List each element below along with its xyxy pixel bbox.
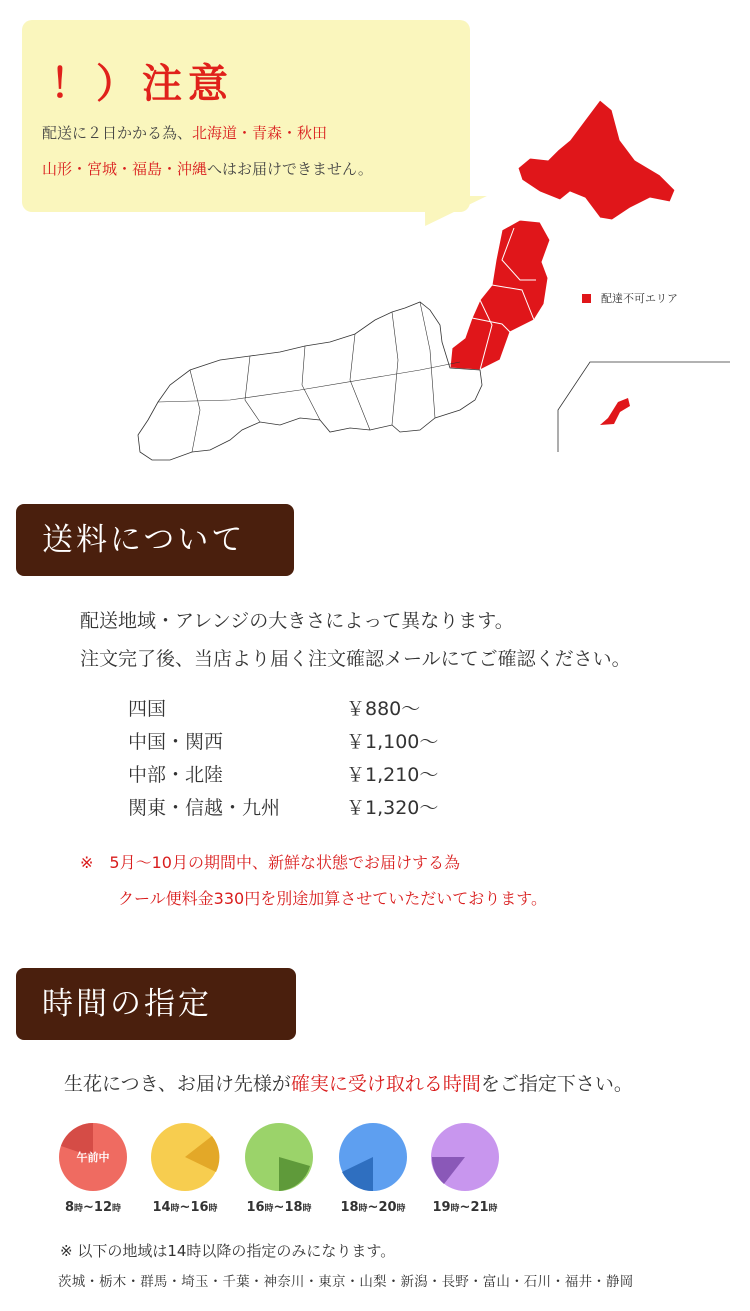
clock-icon: [244, 1122, 314, 1192]
shipping-intro-1: 配送地域・アレンジの大きさによって異なります。: [80, 610, 514, 632]
map-okinawa-inset-frame: [558, 362, 730, 452]
notice-line-2: 山形・宮城・福島・沖縄へはお届けできません。: [42, 160, 373, 178]
japan-delivery-map: [130, 80, 730, 470]
time-restriction-areas: 茨城・栃木・群馬・埼玉・千葉・神奈川・東京・山梨・新潟・長野・富山・石川・福井・静岡: [58, 1274, 634, 1290]
clock-icon: [430, 1122, 500, 1192]
clock-inner-label: 午前中: [76, 1151, 110, 1164]
map-legend: 配達不可エリア: [582, 290, 678, 306]
price-row-chugoku-kansai: 中国・関西 ￥1,100〜: [128, 731, 439, 753]
clock-icon: [338, 1122, 408, 1192]
cool-delivery-note-2: クール便料金330円を別途加算させていただいております。: [118, 889, 547, 908]
price-row-kanto-shinetsu-kyushu: 関東・信越・九州 ￥1,320〜: [128, 797, 439, 819]
notice-title: ！）注意: [50, 60, 234, 107]
time-slot-label-3: 16時~18時: [246, 1200, 312, 1215]
map-hokkaido: [518, 100, 675, 220]
time-slot-19-21[interactable]: [430, 1122, 500, 1192]
price-row-shikoku: 四国 ￥880〜: [128, 698, 421, 720]
time-slot-label-4: 18時~20時: [340, 1200, 406, 1215]
time-slot-label-1: 8時~12時: [64, 1200, 122, 1215]
map-mainland: [138, 302, 482, 460]
notice-line-1: 配送に２日かかる為、北海道・青森・秋田: [42, 124, 328, 142]
shipping-heading: 送料について: [16, 504, 294, 576]
shipping-intro-2: 注文完了後、当店より届く注文確認メールにてご確認ください。: [80, 648, 631, 670]
map-tohoku: [450, 220, 550, 370]
time-slot-16-18[interactable]: [244, 1122, 314, 1192]
time-slot-14-16[interactable]: [150, 1122, 220, 1192]
map-okinawa: [600, 398, 630, 425]
time-slot-morning[interactable]: [58, 1122, 128, 1192]
time-slot-label-2: 14時~16時: [152, 1200, 218, 1215]
time-slot-label-5: 19時~21時: [432, 1200, 498, 1215]
timing-heading: 時間の指定: [16, 968, 296, 1040]
time-restriction-note: ※ 以下の地域は14時以降の指定のみになります。: [60, 1242, 396, 1260]
clock-icon: [58, 1122, 128, 1192]
clock-icon: [150, 1122, 220, 1192]
time-slot-18-20[interactable]: [338, 1122, 408, 1192]
timing-intro: 生花につき、お届け先様が確実に受け取れる時間をご指定下さい。: [64, 1073, 633, 1095]
price-row-chubu-hokuriku: 中部・北陸 ￥1,210〜: [128, 764, 439, 786]
cool-delivery-note-1: ※ 5月〜10月の期間中、新鮮な状態でお届けする為: [80, 853, 460, 872]
legend-swatch: [582, 294, 591, 303]
